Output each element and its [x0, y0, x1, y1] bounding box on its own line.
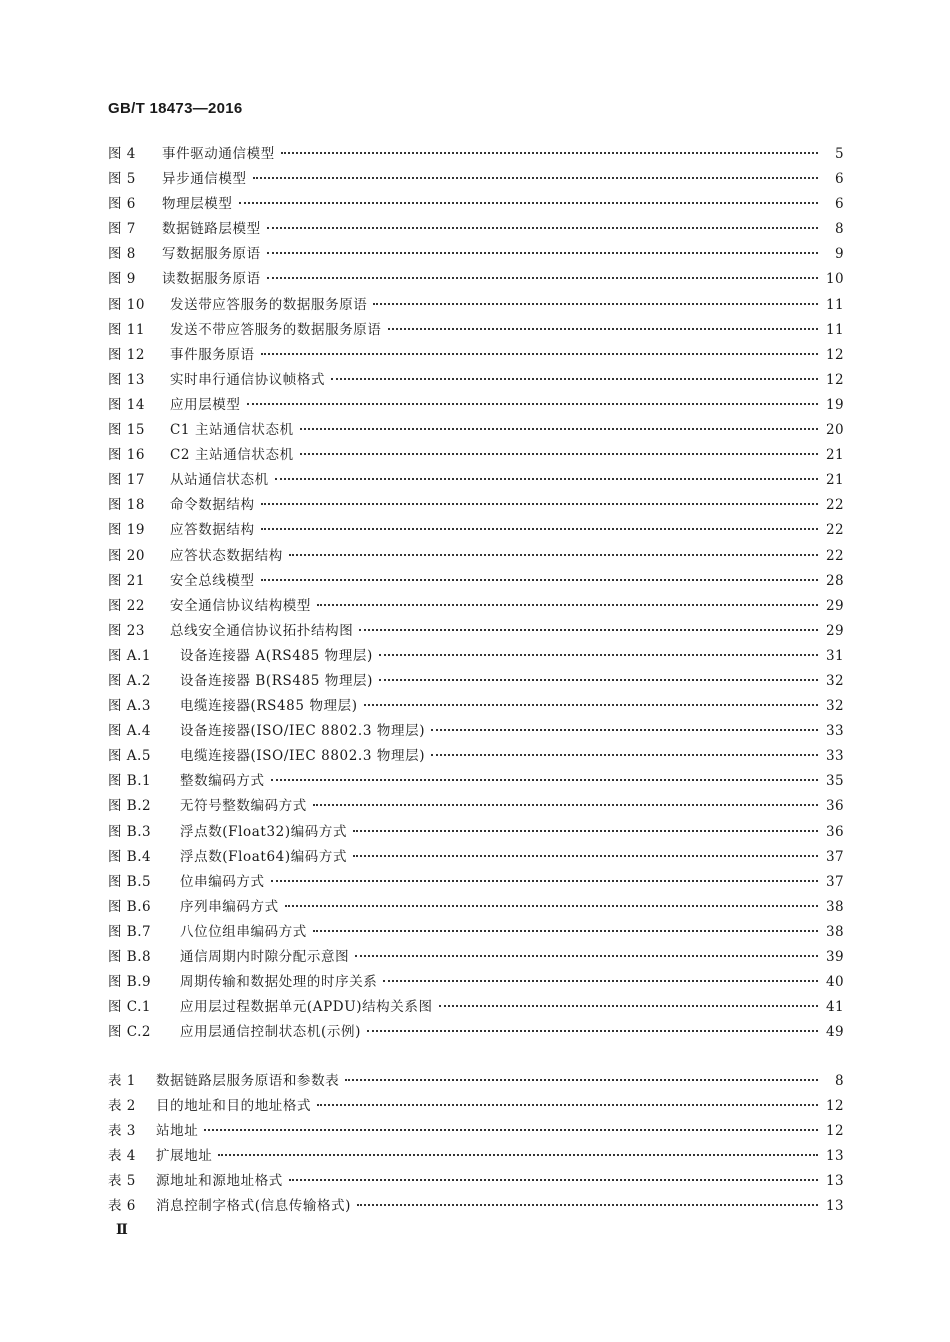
entry-title: 应用层过程数据单元(APDU)结构关系图	[180, 999, 433, 1016]
entry-label: 图 A.5	[108, 748, 151, 765]
dot-leader	[439, 1005, 818, 1007]
table-entry[interactable]	[108, 1119, 844, 1144]
dot-leader	[383, 980, 818, 982]
figure-entry[interactable]	[108, 920, 844, 945]
entry-page-number: 28	[826, 572, 844, 589]
dot-leader	[313, 930, 818, 932]
entry-title: 实时串行通信协议帧格式	[170, 371, 326, 388]
table-entry[interactable]	[108, 1094, 844, 1119]
entry-title: 无符号整数编码方式	[180, 798, 307, 815]
entry-page-number: 33	[826, 748, 844, 765]
figure-entry[interactable]	[108, 569, 844, 594]
entry-label: 图 12	[108, 346, 145, 363]
entry-title: 设备连接器 A(RS485 物理层)	[180, 647, 373, 664]
figure-entry[interactable]	[108, 769, 844, 794]
figure-entry[interactable]	[108, 493, 844, 518]
entry-label: 图 C.1	[108, 999, 152, 1016]
dot-leader	[271, 779, 818, 781]
figure-entry[interactable]	[108, 594, 844, 619]
figure-entry[interactable]	[108, 945, 844, 970]
entry-page-number: 21	[826, 447, 844, 464]
dot-leader	[247, 403, 819, 405]
dot-leader	[313, 804, 818, 806]
entry-title: 写数据服务原语	[162, 246, 261, 263]
entry-label: 图 18	[108, 497, 145, 514]
table-entry[interactable]	[108, 1144, 844, 1169]
dot-leader	[353, 855, 818, 857]
figure-list	[108, 142, 844, 1045]
entry-title: 设备连接器(ISO/IEC 8802.3 物理层)	[180, 723, 426, 740]
dot-leader	[373, 303, 818, 305]
entry-title: 通信周期内时隙分配示意图	[180, 949, 350, 965]
entry-label: 图 7	[108, 221, 136, 238]
entry-page-number: 13	[826, 1148, 844, 1165]
entry-page-number: 12	[826, 1123, 844, 1140]
entry-label: 图 B.3	[108, 823, 152, 840]
figure-entry[interactable]	[108, 318, 844, 343]
entry-label: 图 11	[108, 321, 145, 338]
dot-leader	[357, 1204, 818, 1206]
figure-entry[interactable]	[108, 468, 844, 493]
entry-label: 图 B.6	[108, 898, 152, 915]
document-id-header: GB/T 18473—2016	[108, 100, 243, 117]
figure-entry[interactable]	[108, 644, 844, 669]
table-entry[interactable]	[108, 1194, 844, 1219]
dot-leader	[239, 202, 819, 204]
dot-leader	[204, 1129, 818, 1131]
dot-leader	[261, 528, 818, 530]
entry-label: 图 23	[108, 622, 145, 639]
entry-title: 消息控制字格式(信息传输格式)	[156, 1198, 352, 1215]
figure-entry[interactable]	[108, 217, 844, 242]
figure-entry[interactable]	[108, 895, 844, 920]
entry-label: 图 19	[108, 522, 145, 539]
entry-title: C2 主站通信状态机	[170, 447, 294, 464]
figure-entry[interactable]	[108, 744, 844, 769]
figure-entry[interactable]	[108, 518, 844, 543]
entry-label: 图 20	[108, 547, 145, 564]
entry-label: 表 6	[108, 1198, 136, 1215]
entry-page-number: 20	[826, 422, 844, 439]
page-number: Ⅱ	[116, 1222, 128, 1238]
entry-page-number: 11	[826, 321, 844, 338]
entry-label: 图 A.1	[108, 647, 151, 664]
dot-leader	[218, 1154, 818, 1156]
entry-page-number: 19	[826, 396, 844, 413]
dot-leader	[379, 654, 818, 656]
dot-leader	[379, 679, 818, 681]
entry-page-number: 9	[835, 246, 844, 263]
dot-leader	[388, 328, 819, 330]
dot-leader	[261, 353, 818, 355]
dot-leader	[253, 177, 818, 179]
entry-label: 图 B.1	[108, 773, 152, 790]
entry-title: 命令数据结构	[170, 497, 255, 514]
entry-page-number: 39	[826, 949, 844, 965]
entry-label: 图 B.8	[108, 949, 152, 965]
entry-page-number: 6	[835, 196, 844, 213]
entry-title: 目的地址和目的地址格式	[156, 1098, 312, 1115]
dot-leader	[261, 579, 818, 581]
entry-label: 表 3	[108, 1123, 136, 1140]
entry-page-number: 35	[826, 773, 844, 790]
dot-leader	[281, 152, 818, 154]
figure-entry[interactable]	[108, 443, 844, 468]
figure-entry[interactable]	[108, 970, 844, 995]
entry-label: 图 14	[108, 396, 145, 413]
dot-leader	[271, 880, 818, 882]
entry-label: 表 5	[108, 1173, 136, 1190]
entry-title: 发送不带应答服务的数据服务原语	[170, 321, 382, 338]
entry-title: 应用层模型	[170, 396, 241, 413]
entry-title: 物理层模型	[162, 196, 233, 213]
entry-page-number: 36	[826, 823, 844, 840]
figure-entry[interactable]	[108, 845, 844, 870]
figure-entry[interactable]	[108, 719, 844, 744]
entry-label: 图 C.2	[108, 1024, 152, 1041]
figure-entry[interactable]	[108, 293, 844, 318]
dot-leader	[300, 453, 818, 455]
entry-title: C1 主站通信状态机	[170, 422, 294, 439]
entry-title: 事件驱动通信模型	[162, 146, 275, 162]
figure-entry[interactable]	[108, 870, 844, 895]
entry-label: 图 5	[108, 171, 136, 188]
figure-entry[interactable]	[108, 343, 844, 368]
entry-page-number: 31	[826, 647, 844, 664]
entry-page-number: 49	[826, 1024, 844, 1041]
dot-leader	[261, 503, 818, 505]
entry-page-number: 29	[826, 597, 844, 614]
entry-page-number: 38	[826, 923, 844, 940]
entry-label: 图 A.4	[108, 723, 151, 740]
dot-leader	[431, 754, 818, 756]
entry-label: 图 6	[108, 196, 136, 213]
entry-page-number: 13	[826, 1173, 844, 1190]
dot-leader	[317, 604, 818, 606]
entry-label: 图 10	[108, 296, 145, 313]
entry-page-number: 6	[835, 171, 844, 188]
entry-page-number: 8	[835, 1073, 844, 1089]
dot-leader	[275, 478, 818, 480]
entry-page-number: 12	[826, 1098, 844, 1115]
entry-label: 表 4	[108, 1148, 136, 1165]
entry-title: 应用层通信控制状态机(示例)	[180, 1024, 361, 1041]
entry-page-number: 33	[826, 723, 844, 740]
figure-entry[interactable]	[108, 619, 844, 644]
figure-entry[interactable]	[108, 694, 844, 719]
entry-page-number: 32	[826, 672, 844, 689]
entry-label: 图 B.2	[108, 798, 152, 815]
dot-leader	[353, 830, 818, 832]
figure-entry[interactable]	[108, 242, 844, 267]
entry-title: 设备连接器 B(RS485 物理层)	[180, 672, 374, 689]
entry-label: 图 8	[108, 246, 136, 263]
entry-title: 站地址	[156, 1123, 199, 1140]
figure-entry[interactable]	[108, 142, 844, 167]
entry-title: 序列串编码方式	[180, 898, 279, 915]
entry-title: 浮点数(Float64)编码方式	[180, 848, 348, 865]
table-entry[interactable]	[108, 1169, 844, 1194]
dot-leader	[367, 1030, 818, 1032]
table-entry[interactable]	[108, 1069, 844, 1094]
entry-page-number: 22	[826, 547, 844, 564]
entry-page-number: 22	[826, 522, 844, 539]
entry-label: 图 A.2	[108, 672, 151, 689]
figure-entry[interactable]	[108, 267, 844, 292]
dot-leader	[355, 955, 818, 957]
entry-title: 总线安全通信协议拓扑结构图	[170, 622, 354, 639]
entry-title: 电缆连接器(RS485 物理层)	[180, 698, 358, 715]
entry-title: 从站通信状态机	[170, 472, 269, 489]
entry-page-number: 32	[826, 698, 844, 715]
entry-page-number: 37	[826, 848, 844, 865]
figure-entry[interactable]	[108, 669, 844, 694]
entry-page-number: 38	[826, 898, 844, 915]
entry-label: 图 15	[108, 422, 145, 439]
figure-entry[interactable]	[108, 418, 844, 443]
entry-label: 图 B.5	[108, 873, 152, 890]
dot-leader	[267, 252, 818, 254]
entry-title: 读数据服务原语	[162, 271, 261, 288]
entry-page-number: 29	[826, 622, 844, 639]
entry-title: 应答状态数据结构	[170, 547, 283, 564]
entry-title: 安全通信协议结构模型	[170, 597, 311, 614]
entry-label: 表 2	[108, 1098, 136, 1115]
entry-page-number: 21	[826, 472, 844, 489]
entry-label: 图 17	[108, 472, 145, 489]
dot-leader	[431, 729, 818, 731]
entry-title: 异步通信模型	[162, 171, 247, 188]
figure-entry[interactable]	[108, 368, 844, 393]
entry-page-number: 11	[826, 296, 844, 313]
figure-entry[interactable]	[108, 820, 844, 845]
dot-leader	[359, 629, 818, 631]
entry-label: 表 1	[108, 1073, 136, 1089]
entry-title: 发送带应答服务的数据服务原语	[170, 296, 368, 313]
dot-leader	[300, 428, 818, 430]
dot-leader	[267, 227, 818, 229]
dot-leader	[285, 905, 818, 907]
figure-entry[interactable]	[108, 1020, 844, 1045]
dot-leader	[317, 1104, 818, 1106]
dot-leader	[289, 554, 818, 556]
figure-entry[interactable]	[108, 995, 844, 1020]
entry-page-number: 37	[826, 873, 844, 890]
entry-label: 图 21	[108, 572, 145, 589]
entry-title: 周期传输和数据处理的时序关系	[180, 974, 378, 991]
dot-leader	[267, 277, 818, 279]
entry-page-number: 36	[826, 798, 844, 815]
figure-entry[interactable]	[108, 167, 844, 192]
entry-title: 扩展地址	[156, 1148, 213, 1165]
entry-label: 图 13	[108, 371, 145, 388]
entry-page-number: 12	[826, 346, 844, 363]
entry-label: 图 9	[108, 271, 136, 288]
entry-label: 图 B.7	[108, 923, 152, 940]
entry-title: 事件服务原语	[170, 346, 255, 363]
entry-label: 图 A.3	[108, 698, 151, 715]
entry-title: 应答数据结构	[170, 522, 255, 539]
entry-title: 安全总线模型	[170, 572, 255, 589]
entry-page-number: 12	[826, 371, 844, 388]
figure-entry[interactable]	[108, 544, 844, 569]
figure-entry[interactable]	[108, 794, 844, 819]
entry-label: 图 4	[108, 146, 136, 162]
entry-label: 图 B.9	[108, 974, 152, 991]
dot-leader	[289, 1179, 818, 1181]
dot-leader	[345, 1079, 818, 1081]
entry-page-number: 41	[826, 999, 844, 1016]
table-list	[108, 1069, 844, 1220]
entry-title: 电缆连接器(ISO/IEC 8802.3 物理层)	[180, 748, 426, 765]
entry-title: 八位位组串编码方式	[180, 923, 307, 940]
entry-title: 源地址和源地址格式	[156, 1173, 283, 1190]
entry-title: 数据链路层服务原语和参数表	[156, 1073, 340, 1089]
figure-entry[interactable]	[108, 192, 844, 217]
entry-label: 图 22	[108, 597, 145, 614]
entry-title: 整数编码方式	[180, 773, 265, 790]
entry-page-number: 8	[835, 221, 844, 238]
entry-page-number: 13	[826, 1198, 844, 1215]
entry-page-number: 5	[835, 146, 844, 162]
entry-title: 位串编码方式	[180, 873, 265, 890]
entry-label: 图 B.4	[108, 848, 152, 865]
dot-leader	[364, 704, 818, 706]
entry-title: 浮点数(Float32)编码方式	[180, 823, 348, 840]
entry-page-number: 22	[826, 497, 844, 514]
entry-title: 数据链路层模型	[162, 221, 261, 238]
entry-label: 图 16	[108, 447, 145, 464]
entry-page-number: 40	[826, 974, 844, 991]
dot-leader	[331, 378, 818, 380]
entry-page-number: 10	[826, 271, 844, 288]
figure-entry[interactable]	[108, 393, 844, 418]
